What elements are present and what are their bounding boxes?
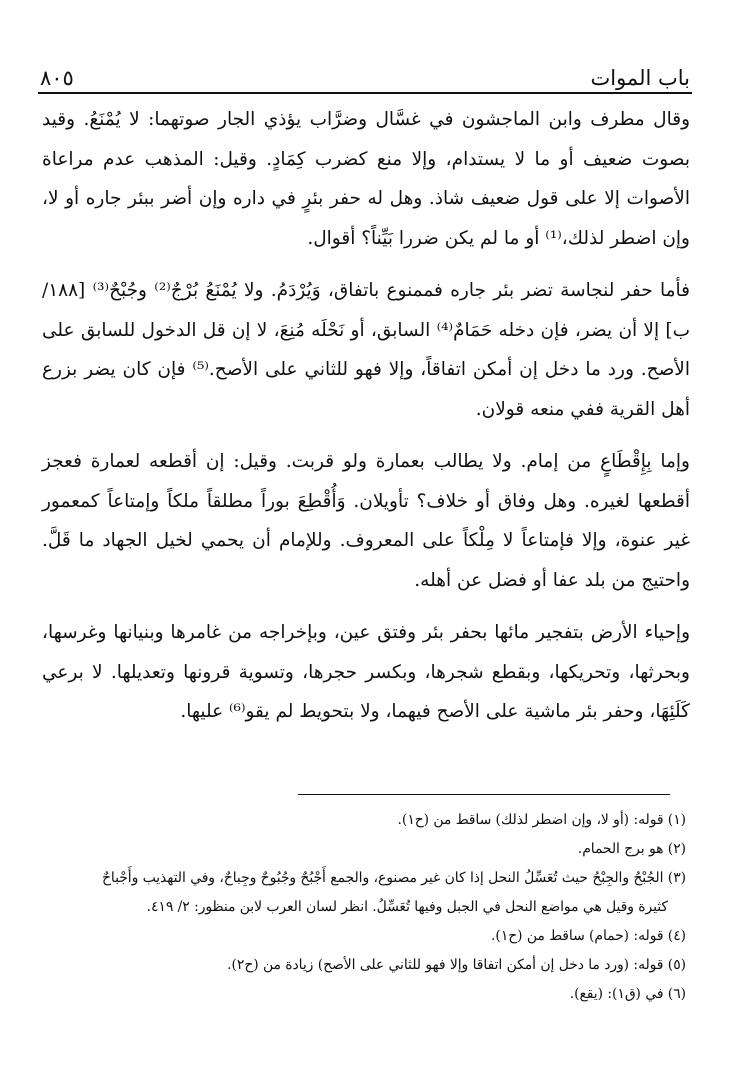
page-number: ٨٠٥ xyxy=(40,66,74,90)
footnote: (٦) في (ق١): (يقع). xyxy=(569,986,686,1002)
running-header xyxy=(40,48,690,90)
main-text xyxy=(42,100,690,745)
paragraph: فأما حفر لنجاسة تضر بئر جاره فممنوع باتفاق، وَيُرْدَمُ. ولا يُمْنَعُ بُرْجٌ⁽²⁾ وجُبْحٌ⁽³⁾ [١٨٨/ب] إلا أن يضر، فإن دخله حَمَامٌ⁽⁴⁾ السابق، أو نَحْلَه مُنِعَ، لا إن قل الدخول للسابق على الأصح. ورد ما دخل إن أمكن اتفاقاً، وإلا فهو للثاني على الأصح.⁽⁵⁾ فإن كان يضر بزرع أهل القرية ففي منعه قولان. xyxy=(42,280,690,420)
footnote: (٤) قوله: (حمام) ساقط من (ح١). xyxy=(491,928,686,944)
footnote: (٣) الجُبْحُ والجِبْحُ حيث تُعَسِّلُ النحل إذا كان غير مصنوع، والجمع أَجْبُحٌ وجُبُوحٌ وجِباحٌ، وفي التهذيب وأَجْباحٌ xyxy=(101,870,686,886)
footnotes xyxy=(40,806,686,1009)
paragraph: وقال مطرف وابن الماجشون في غسَّال وضرَّاب يؤذي الجار صوتهما: لا يُمْنَعُ. وقيد بصوت ضعيف أو ما لا يستدام، وإلا منع كضرب كِمَادٍ. وقيل: المذهب عدم مراعاة الأصوات إلا على قول ضعيف شاذ. وهل له حفر بئرٍ في داره وإن أضر ببئر جاره أو لا، وإن اضطر لذلك،⁽¹⁾ أو ما لم يكن ضررا بَيِّناً؟ أقوال. xyxy=(42,109,690,249)
footnote-continuation: كثيرة وقيل هي مواضع النحل في الجبل وفيها تُعَسِّلُ. انظر لسان العرب لابن منظور: ٢/ ٤١٩. xyxy=(146,899,668,915)
paragraph: وإما بِإِقْطَاعٍ من إمام. ولا يطالب بعمارة ولو قربت. وقيل: إن أقطعه لعمارة فعجز أقطعها لغيره. وهل وفاق أو خلاف؟ تأويلان. وَأُقْطِعَ بوراً مطلقاً ملكاً وإمتاعاً كمعمور غير عنوة، وإلا فإمتاعاً لا مِلْكاً على المعروف. وللإمام أن يحمي لخيل الجهاد ما قَلَّ. واحتيج من بلد عفا أو فضل عن أهله. xyxy=(42,451,690,591)
footnote: (٢) هو برج الحمام. xyxy=(577,841,686,857)
header-rule xyxy=(38,92,692,94)
paragraph: وإحياء الأرض بتفجير مائها بحفر بئر وفتق عين، وبإخراجه من غامرها وبنيانها وغرسها، وبحرثها، وتحريكها، وبقطع شجرها، وبكسر حجرها، وتسوية قرونها وتعديلها. لا برعي كَلَئِهَا، وحفر بئر ماشية على الأصح فيهما، ولا بتحويط لم يقو⁽⁶⁾ عليها. xyxy=(42,622,690,722)
footnote-rule xyxy=(298,794,670,795)
footnote: (٥) قوله: (ورد ما دخل إن أمكن اتفاقا وإلا فهو للثاني على الأصح) زيادة من (ح٢). xyxy=(227,957,686,973)
chapter-title: باب الموات xyxy=(590,66,690,90)
footnote: (١) قوله: (أو لا، وإن اضطر لذلك) ساقط من (ح١). xyxy=(397,812,686,828)
